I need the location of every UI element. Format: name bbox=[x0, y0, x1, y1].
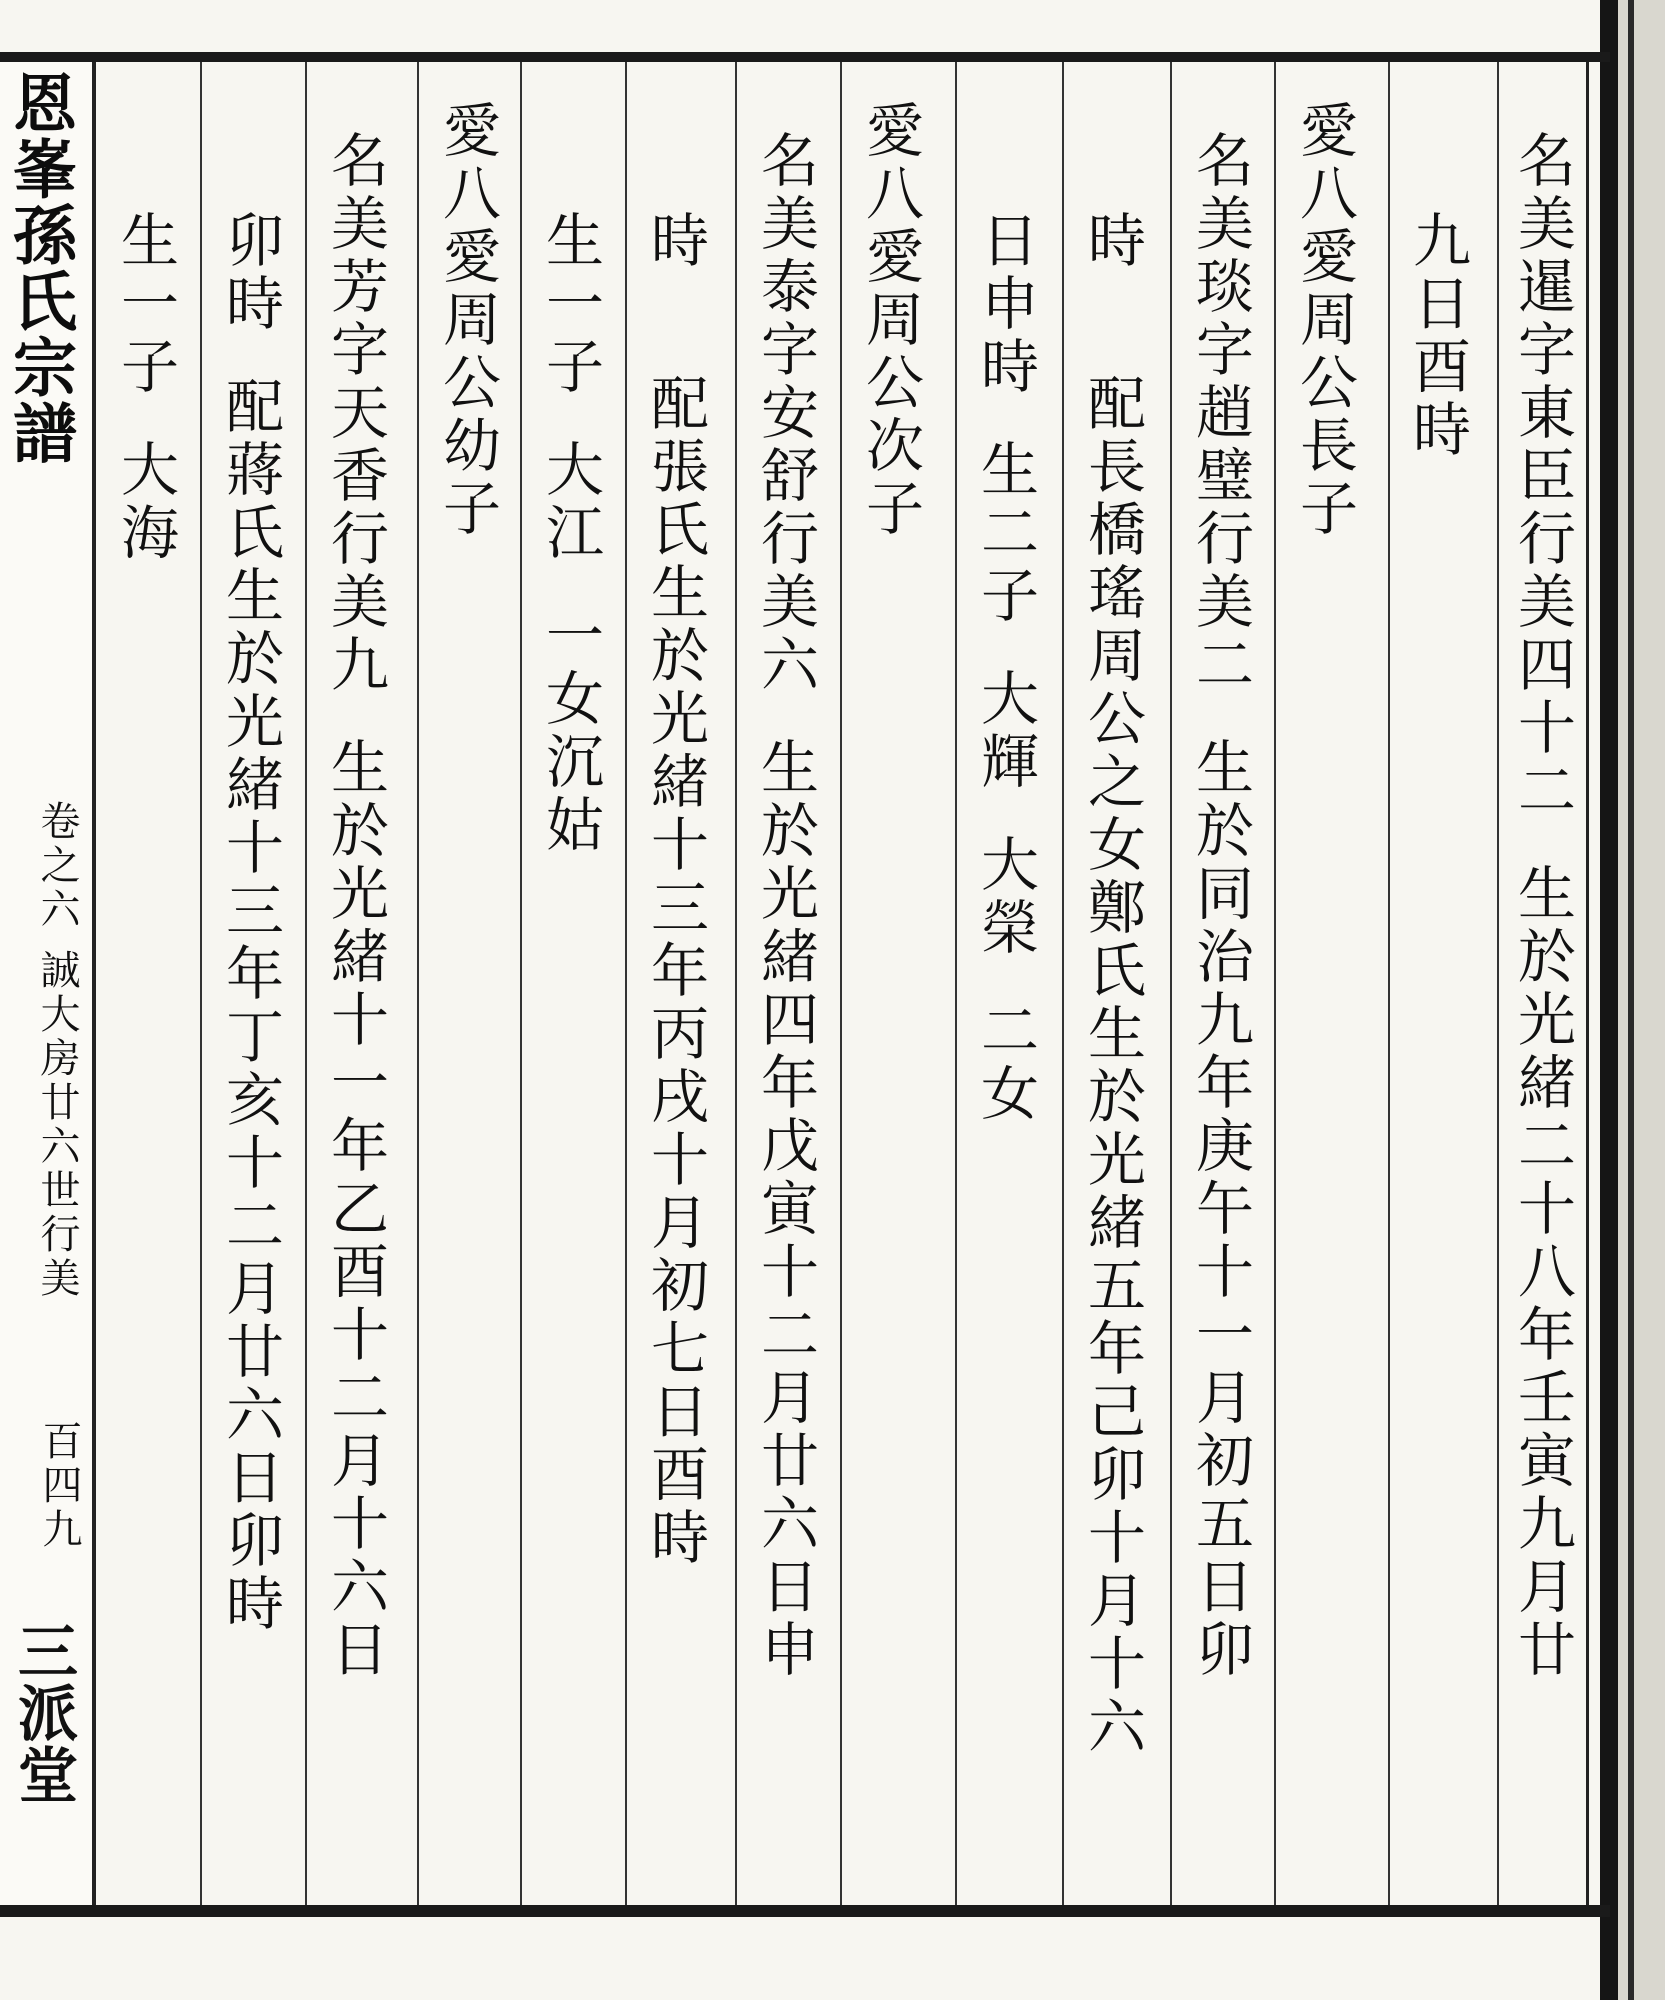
column-rule bbox=[625, 62, 627, 1905]
entry-sons: 生一子 bbox=[536, 210, 604, 399]
entry-birth: 生於光緒二十八年壬寅九月廿 bbox=[1508, 863, 1576, 1682]
text-column-6 bbox=[973, 210, 1037, 1126]
entry-name: 名美琰字趙璧行美二 bbox=[1186, 130, 1254, 697]
hall-name: 三派堂 bbox=[8, 1620, 78, 1806]
text-column-11 bbox=[435, 100, 499, 541]
column-rule bbox=[1497, 62, 1499, 1905]
bottom-border bbox=[0, 1905, 1610, 1917]
entry-spouse: 配長橋瑤周公之女鄭氏生於光緒五年己卯十月十六 bbox=[1078, 373, 1146, 1759]
text-column-9 bbox=[643, 210, 707, 1570]
entry-spouse: 配張氏生於光緒十三年丙戌十月初七日酉時 bbox=[641, 373, 709, 1570]
text-column-1 bbox=[1510, 130, 1574, 1682]
entry-sons: 生一子 bbox=[111, 210, 179, 399]
entry-time: 時 bbox=[1078, 210, 1146, 273]
text-column-8 bbox=[753, 130, 817, 1682]
entry-daughters: 二女 bbox=[971, 1000, 1039, 1126]
column-rule bbox=[1170, 62, 1172, 1905]
entry-son-name: 大海 bbox=[111, 439, 179, 565]
entry-parent: 愛八愛周公次子 bbox=[856, 100, 924, 541]
text-column-3 bbox=[1292, 100, 1356, 541]
entry-birth: 生於光緒四年戊寅十二月廿六日申 bbox=[751, 737, 819, 1682]
entry-birth: 生於光緒十一年乙酉十二月十六日 bbox=[321, 737, 389, 1682]
column-rule bbox=[1062, 62, 1064, 1905]
page-number: 百四九 bbox=[36, 1420, 82, 1552]
generation-label: 誠大房廿六世行美 bbox=[34, 948, 80, 1301]
volume-label: 卷之六 bbox=[34, 800, 80, 932]
entry-daughters: 一女沉姑 bbox=[536, 605, 604, 857]
column-rule bbox=[1274, 62, 1276, 1905]
text-column-10 bbox=[538, 210, 602, 857]
entry-parent: 愛八愛周公長子 bbox=[1290, 100, 1358, 541]
right-border bbox=[1600, 0, 1618, 2000]
margin-rule bbox=[92, 62, 96, 1905]
text-column-4 bbox=[1188, 130, 1252, 1682]
column-rule bbox=[1388, 62, 1390, 1905]
entry-spouse: 配蔣氏生於光緒十三年丁亥十二月廿六日卯時 bbox=[216, 376, 284, 1636]
text-column-5 bbox=[1080, 210, 1144, 1759]
entry-son-name: 大榮 bbox=[971, 834, 1039, 960]
column-rule bbox=[840, 62, 842, 1905]
entry-son-name: 大輝 bbox=[971, 668, 1039, 794]
text-column-7 bbox=[858, 100, 922, 541]
entry-name: 名美暹字東臣行美四十二 bbox=[1508, 130, 1576, 823]
entry-son-name: 大江 bbox=[536, 439, 604, 565]
entry-name: 名美泰字安舒行美六 bbox=[751, 130, 819, 697]
column-rule bbox=[305, 62, 307, 1905]
text-column-2 bbox=[1405, 210, 1469, 462]
entry-time: 日申時 bbox=[971, 210, 1039, 399]
column-rule bbox=[520, 62, 522, 1905]
entry-sons: 生二子 bbox=[971, 439, 1039, 628]
book-title: 恩峯孫氏宗譜 bbox=[2, 70, 77, 466]
column-rule bbox=[200, 62, 202, 1905]
entry-name: 名美芳字天香行美九 bbox=[321, 130, 389, 697]
top-border bbox=[0, 52, 1610, 62]
column-rule bbox=[417, 62, 419, 1905]
text-column-14 bbox=[113, 210, 177, 565]
entry-birth: 生於同治九年庚午十一月初五日卯 bbox=[1186, 737, 1254, 1682]
right-inner-rule bbox=[1586, 60, 1589, 1910]
entry-birth-cont: 九日酉時 bbox=[1403, 210, 1471, 462]
text-column-13 bbox=[218, 210, 282, 1636]
entry-time: 卯時 bbox=[216, 210, 284, 336]
book-edge bbox=[1618, 0, 1665, 2000]
book-edge-line bbox=[1628, 0, 1634, 2000]
branch-label bbox=[34, 800, 80, 1301]
column-rule bbox=[735, 62, 737, 1905]
column-rule bbox=[955, 62, 957, 1905]
entry-parent: 愛八愛周公幼子 bbox=[433, 100, 501, 541]
entry-time: 時 bbox=[641, 210, 709, 273]
text-column-12 bbox=[323, 130, 387, 1682]
